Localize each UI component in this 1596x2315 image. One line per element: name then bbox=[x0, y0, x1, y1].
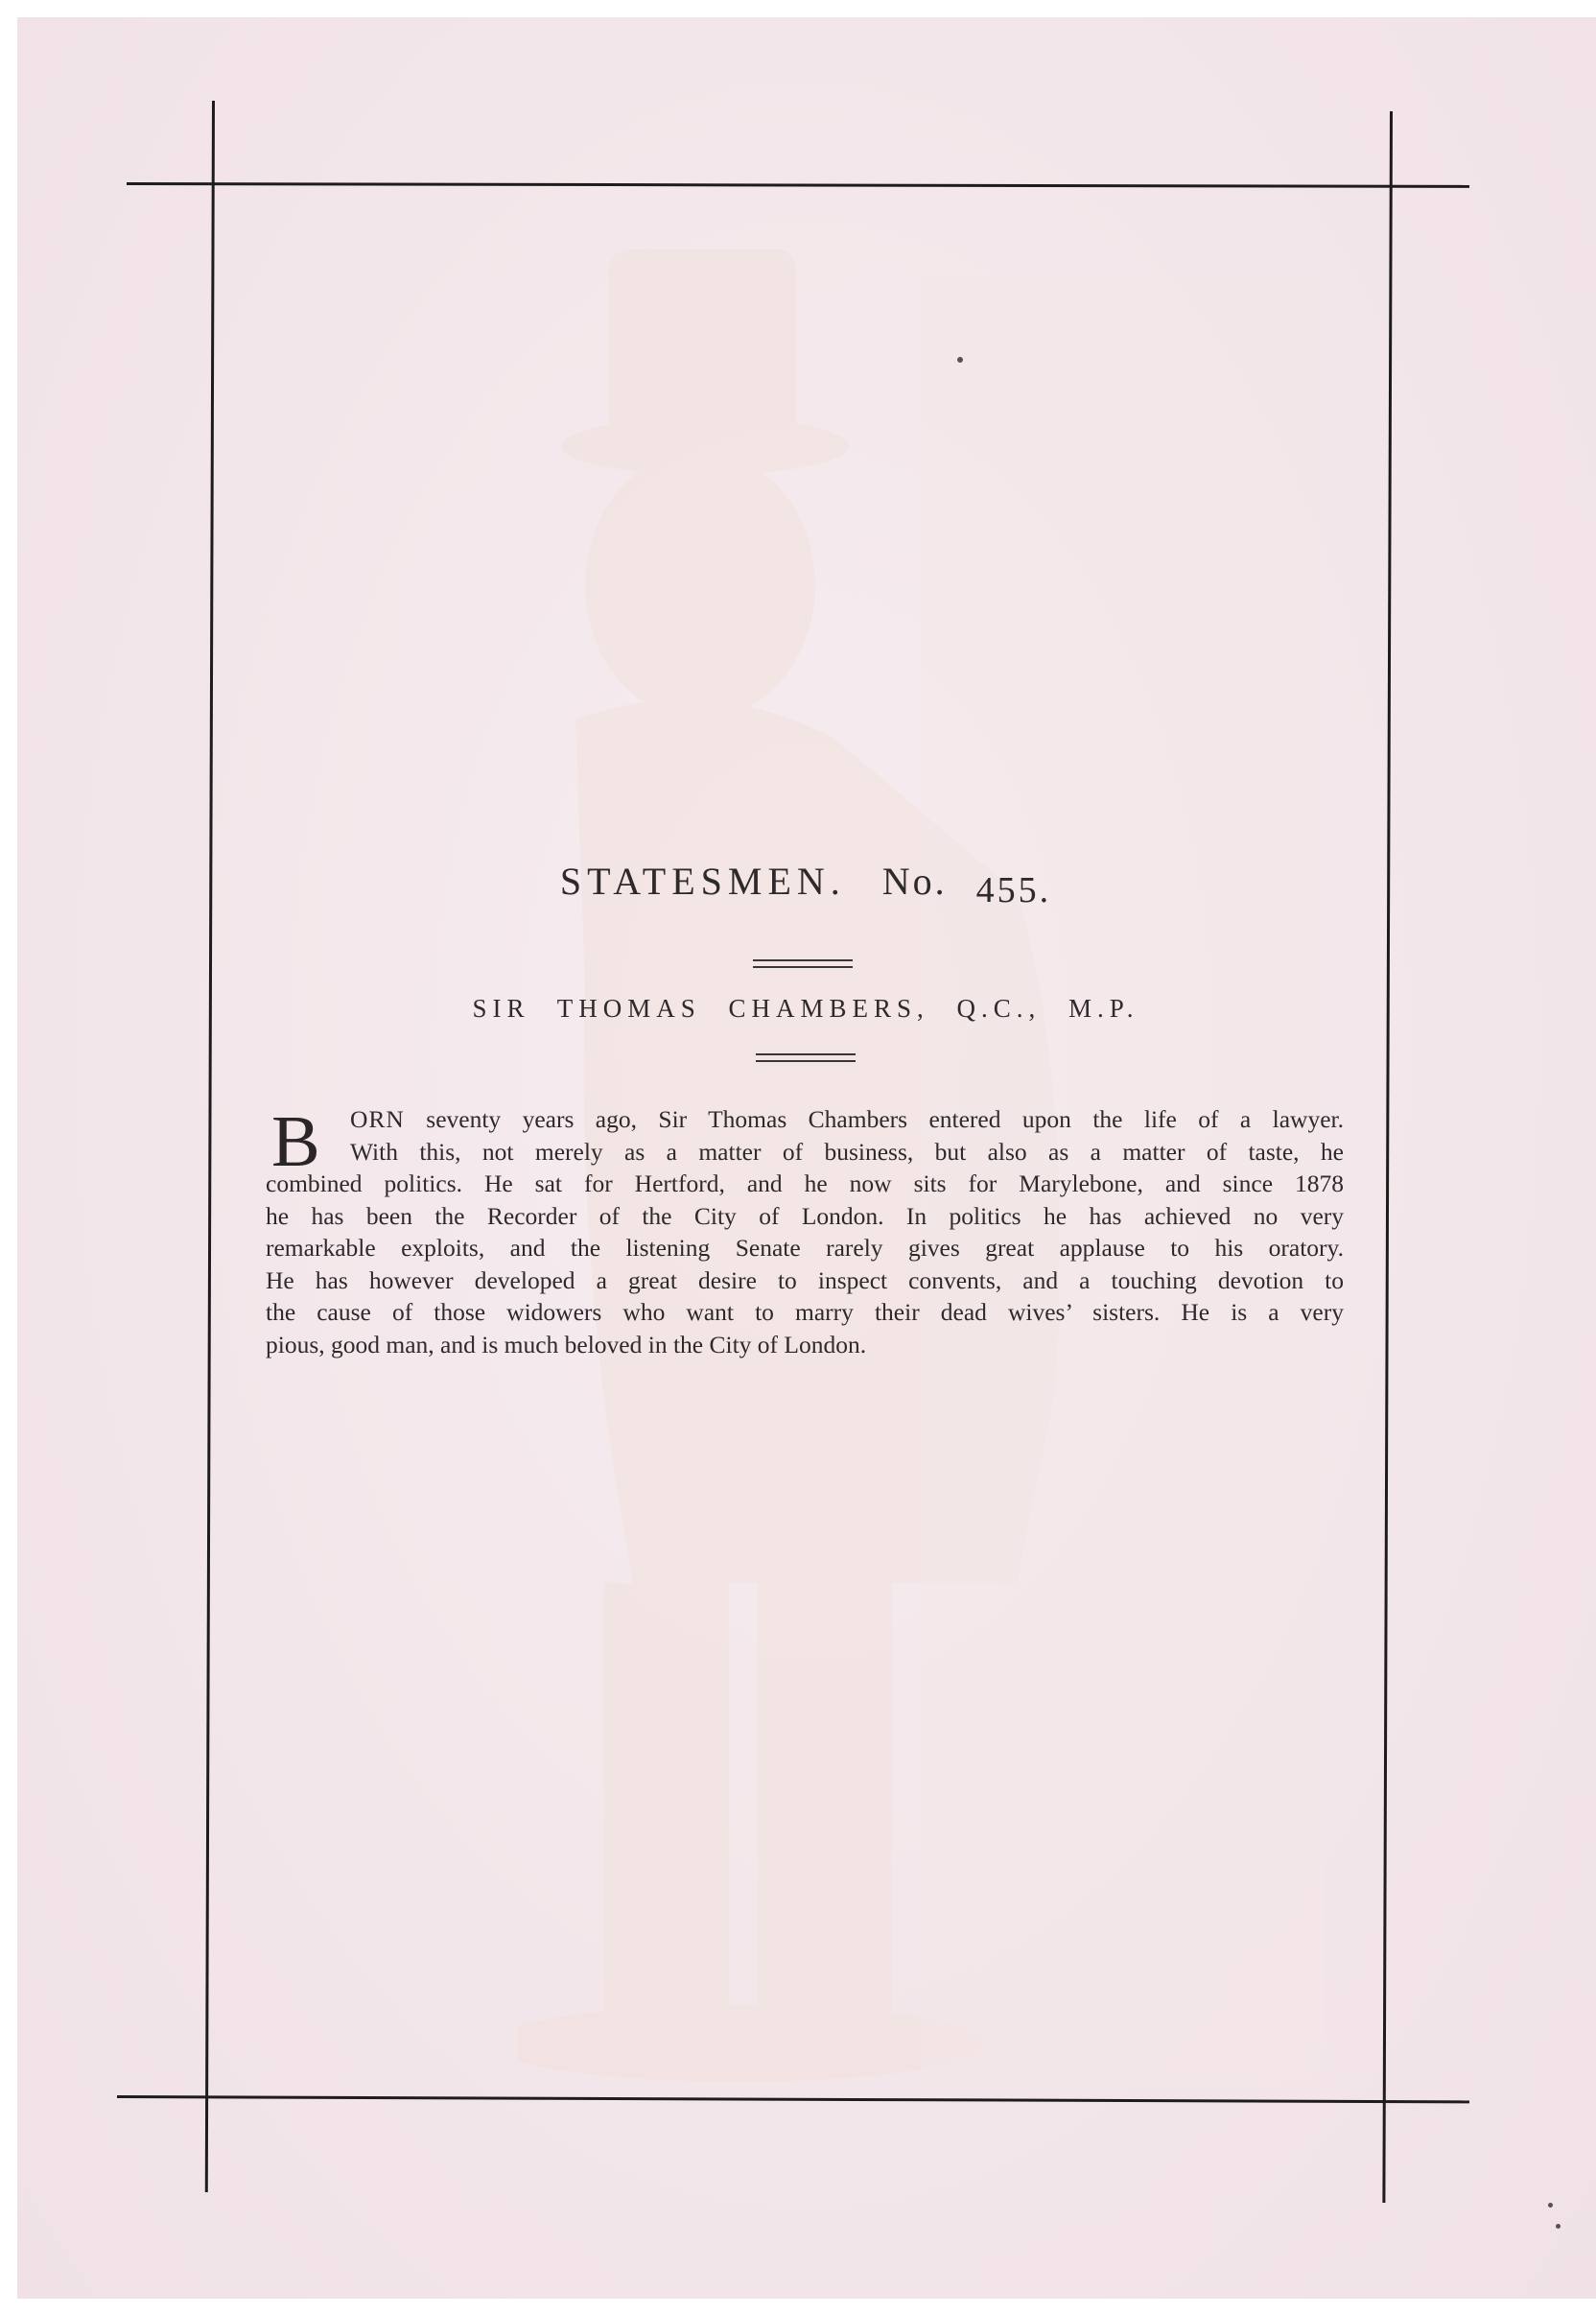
article-line bbox=[266, 1103, 1344, 1136]
double-rule-lower bbox=[756, 1053, 856, 1062]
article-line: He has however developed a great desire to inspect convents, and a touching devotion to bbox=[266, 1265, 1344, 1294]
scan-margin-bottom bbox=[0, 2299, 1596, 2315]
ghost-leg-left bbox=[604, 1583, 729, 2034]
ink-speck bbox=[1556, 2224, 1561, 2229]
drop-cap: B bbox=[271, 1101, 320, 1182]
article-line: he has been the Recorder of the City of London. In politics he has achieved no very bbox=[266, 1201, 1344, 1230]
article-body bbox=[266, 1103, 1344, 1360]
article-line: combined politics. He sat for Hertford, and he now sits for Marylebone, and since 1878 bbox=[266, 1169, 1344, 1197]
article-line: With this, not merely as a matter of business, but also as a matter of taste, he bbox=[350, 1137, 1344, 1166]
ghost-hat bbox=[609, 249, 796, 441]
ghost-feet bbox=[518, 2005, 988, 2082]
number-label: No. bbox=[881, 860, 948, 903]
series-name: STATESMEN. bbox=[559, 860, 846, 903]
article-line: the cause of those widowers who want to marry their dead wives’ sisters. He is a very bbox=[266, 1298, 1344, 1326]
page-title bbox=[403, 859, 1209, 910]
article-line: remarkable exploits, and the listening Senate rarely gives great applause to his oratory. bbox=[266, 1234, 1344, 1262]
issue-number: 455. bbox=[975, 870, 1052, 910]
article-line-text: seventy years ago, Sir Thomas Chambers entered upon the life of a lawyer. bbox=[426, 1105, 1345, 1133]
ink-speck bbox=[957, 357, 963, 363]
scan-margin-left bbox=[0, 0, 17, 2315]
scan-margin-top bbox=[0, 0, 1596, 17]
article-line: pious, good man, and is much beloved in the City of London. bbox=[266, 1330, 867, 1358]
double-rule-upper bbox=[753, 959, 853, 968]
ghost-head bbox=[585, 451, 815, 720]
ink-speck bbox=[1548, 2203, 1553, 2208]
ghost-leg-right bbox=[758, 1583, 892, 2034]
first-word-rest: ORN bbox=[350, 1105, 405, 1133]
subject-name: SIR THOMAS CHAMBERS, Q.C., M.P. bbox=[472, 994, 1139, 1023]
